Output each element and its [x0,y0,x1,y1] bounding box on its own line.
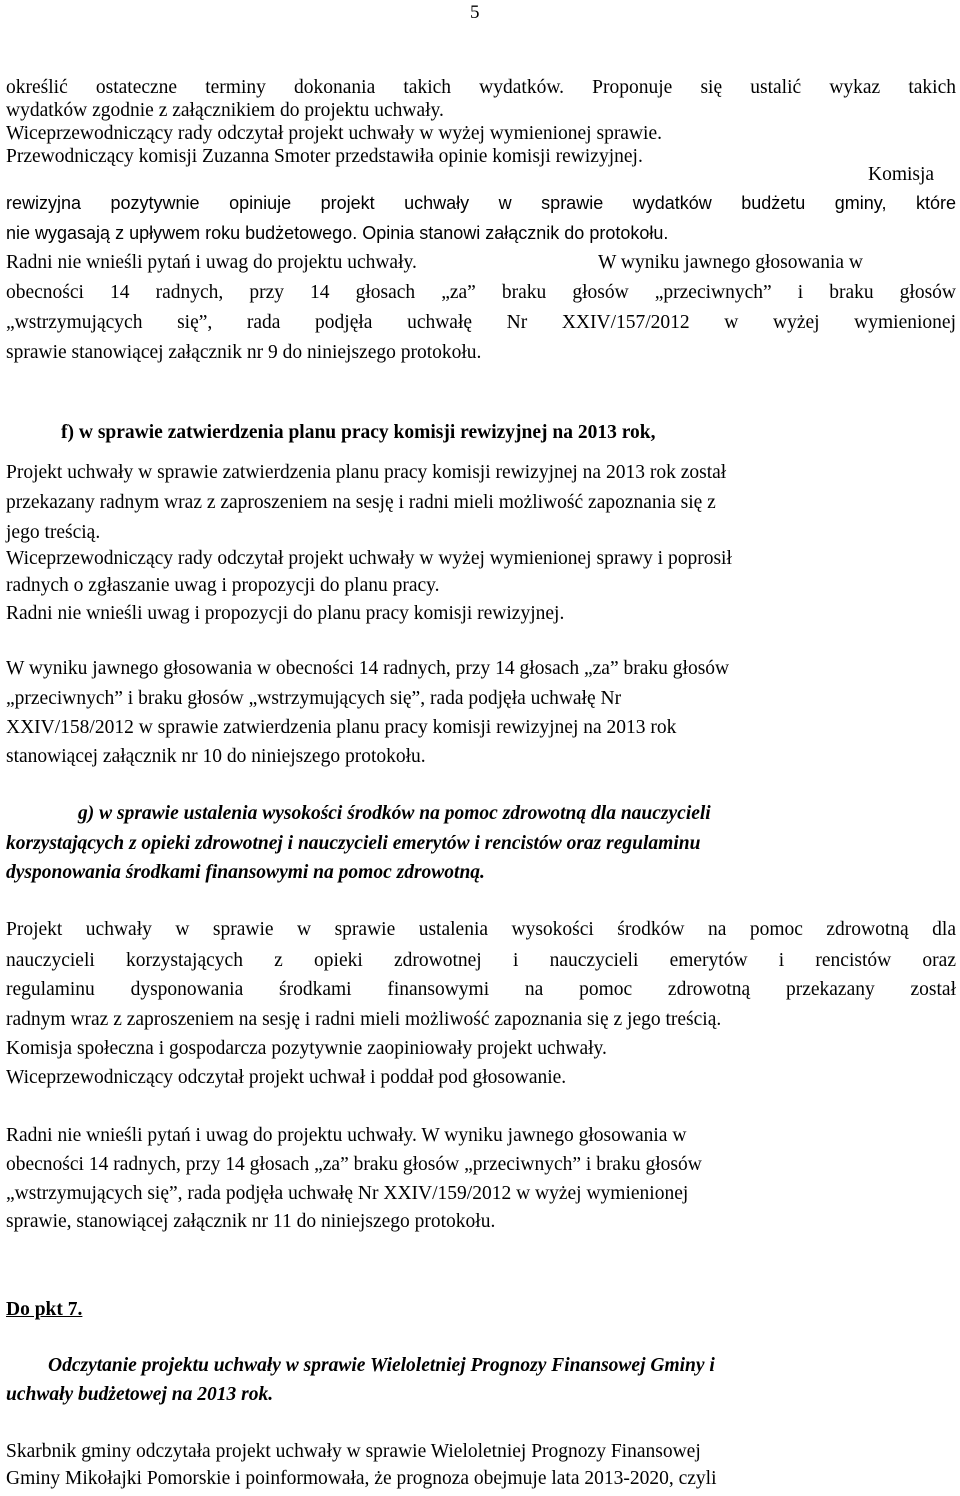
text-line: radnych o zgłaszanie uwag i propozycji do planu pracy. [6,575,440,596]
text-line: Projekt uchwały w sprawie zatwierdzenia planu pracy komisji rewizyjnej na 2013 rok został [6,462,727,483]
text-line: stanowiącej załącznik nr 10 do niniejszego protokołu. [6,746,426,767]
text-line: Przewodniczący komisji Zuzanna Smoter przedstawiła opinie komisji rewizyjnej. [6,146,643,167]
text-line: Skarbnik gminy odczytała projekt uchwały w sprawie Wieloletniej Prognozy Finansowej [6,1441,701,1462]
text-line: Radni nie wnieśli pytań i uwag do projektu uchwały. [6,252,417,273]
text-line: „przeciwnych” i braku głosów „wstrzymujących się”, rada podjęła uchwałę Nr [6,688,622,709]
text-line: obecności 14 radnych, przy 14 głosach „za” braku głosów „przeciwnych” i braku głosów [6,1154,702,1175]
text-line: „wstrzymujących się”, rada podjęła uchwałę Nr XXIV/159/2012 w wyżej wymienionej [6,1183,689,1204]
item-subheading: uchwały budżetowej na 2013 rok. [6,1384,274,1405]
text-line: Wiceprzewodniczący odczytał projekt uchwał i poddał pod głosowanie. [6,1067,567,1088]
text-line: W wyniku jawnego głosowania w [598,252,864,273]
text-line: regulaminu dysponowania środkami finansowymi na pomoc zdrowotną przekazany został [6,979,956,1000]
text-line: XXIV/158/2012 w sprawie zatwierdzenia planu pracy komisji rewizyjnej na 2013 rok [6,717,677,738]
text-line: przekazany radnym wraz z zaproszeniem na sesję i radni mieli możliwość zapoznania się z [6,492,716,513]
text-line: sprawie stanowiącej załącznik nr 9 do niniejszego protokołu. [6,342,482,363]
text-line: W wyniku jawnego głosowania w obecności 14 radnych, przy 14 głosach „za” braku głosów [6,658,730,679]
text-line: Wiceprzewodniczący rady odczytał projekt uchwały w wyżej wymienionej sprawie. [6,123,662,144]
text-line: Projekt uchwały w sprawie w sprawie ustalenia wysokości środków na pomoc zdrowotną dla [6,919,956,940]
text-line: radnym wraz z zaproszeniem na sesję i radni mieli możliwość zapoznania się z jego treścią. [6,1009,722,1030]
text-line: określić ostateczne terminy dokonania takich wydatków. Proponuje się ustalić wykaz takich [6,77,956,98]
item-heading: Do pkt 7. [6,1299,83,1320]
item-subheading: Odczytanie projektu uchwały w sprawie Wieloletniej Prognozy Finansowej Gminy i [48,1355,715,1376]
text-line: Komisja społeczna i gospodarcza pozytywnie zaopiniowały projekt uchwały. [6,1038,607,1059]
text-line: Radni nie wnieśli pytań i uwag do projektu uchwały. W wyniku jawnego głosowania w [6,1125,687,1146]
section-heading: dysponowania środkami finansowymi na pomoc zdrowotną. [6,862,485,883]
section-heading: f) w sprawie zatwierdzenia planu pracy komisji rewizyjnej na 2013 rok, [61,422,656,443]
text-line: wydatków zgodnie z załącznikiem do projektu uchwały. [6,100,444,121]
text-line: nauczycieli korzystających z opieki zdrowotnej i nauczycieli emerytów i rencistów oraz [6,950,956,971]
section-heading: g) w sprawie ustalenia wysokości środków na pomoc zdrowotną dla nauczycieli [78,803,711,824]
page-number: 5 [470,2,480,23]
text-line: nie wygasają z upływem roku budżetowego. Opinia stanowi załącznik do protokołu. [6,223,669,243]
text-line: Gminy Mikołajki Pomorskie i poinformowała, że prognoza obejmuje lata 2013-2020, czyli [6,1468,717,1489]
text-line: Komisja [868,164,935,185]
text-line: rewizyjna pozytywnie opiniuje projekt uchwały w sprawie wydatków budżetu gminy, które [6,193,956,213]
section-heading: korzystających z opieki zdrowotnej i nauczycieli emerytów i rencistów oraz regulaminu [6,833,701,854]
text-line: sprawie, stanowiącej załącznik nr 11 do niniejszego protokołu. [6,1211,496,1232]
text-line: obecności 14 radnych, przy 14 głosach „za” braku głosów „przeciwnych” i braku głosów [6,282,956,303]
text-line: jego treścią. [6,522,101,543]
text-line: Radni nie wnieśli uwag i propozycji do planu pracy komisji rewizyjnej. [6,603,565,624]
text-line: „wstrzymujących się”, rada podjęła uchwałę Nr XXIV/157/2012 w wyżej wymienionej [6,312,956,333]
text-line: Wiceprzewodniczący rady odczytał projekt uchwały w wyżej wymienionej sprawy i poprosił [6,548,732,569]
